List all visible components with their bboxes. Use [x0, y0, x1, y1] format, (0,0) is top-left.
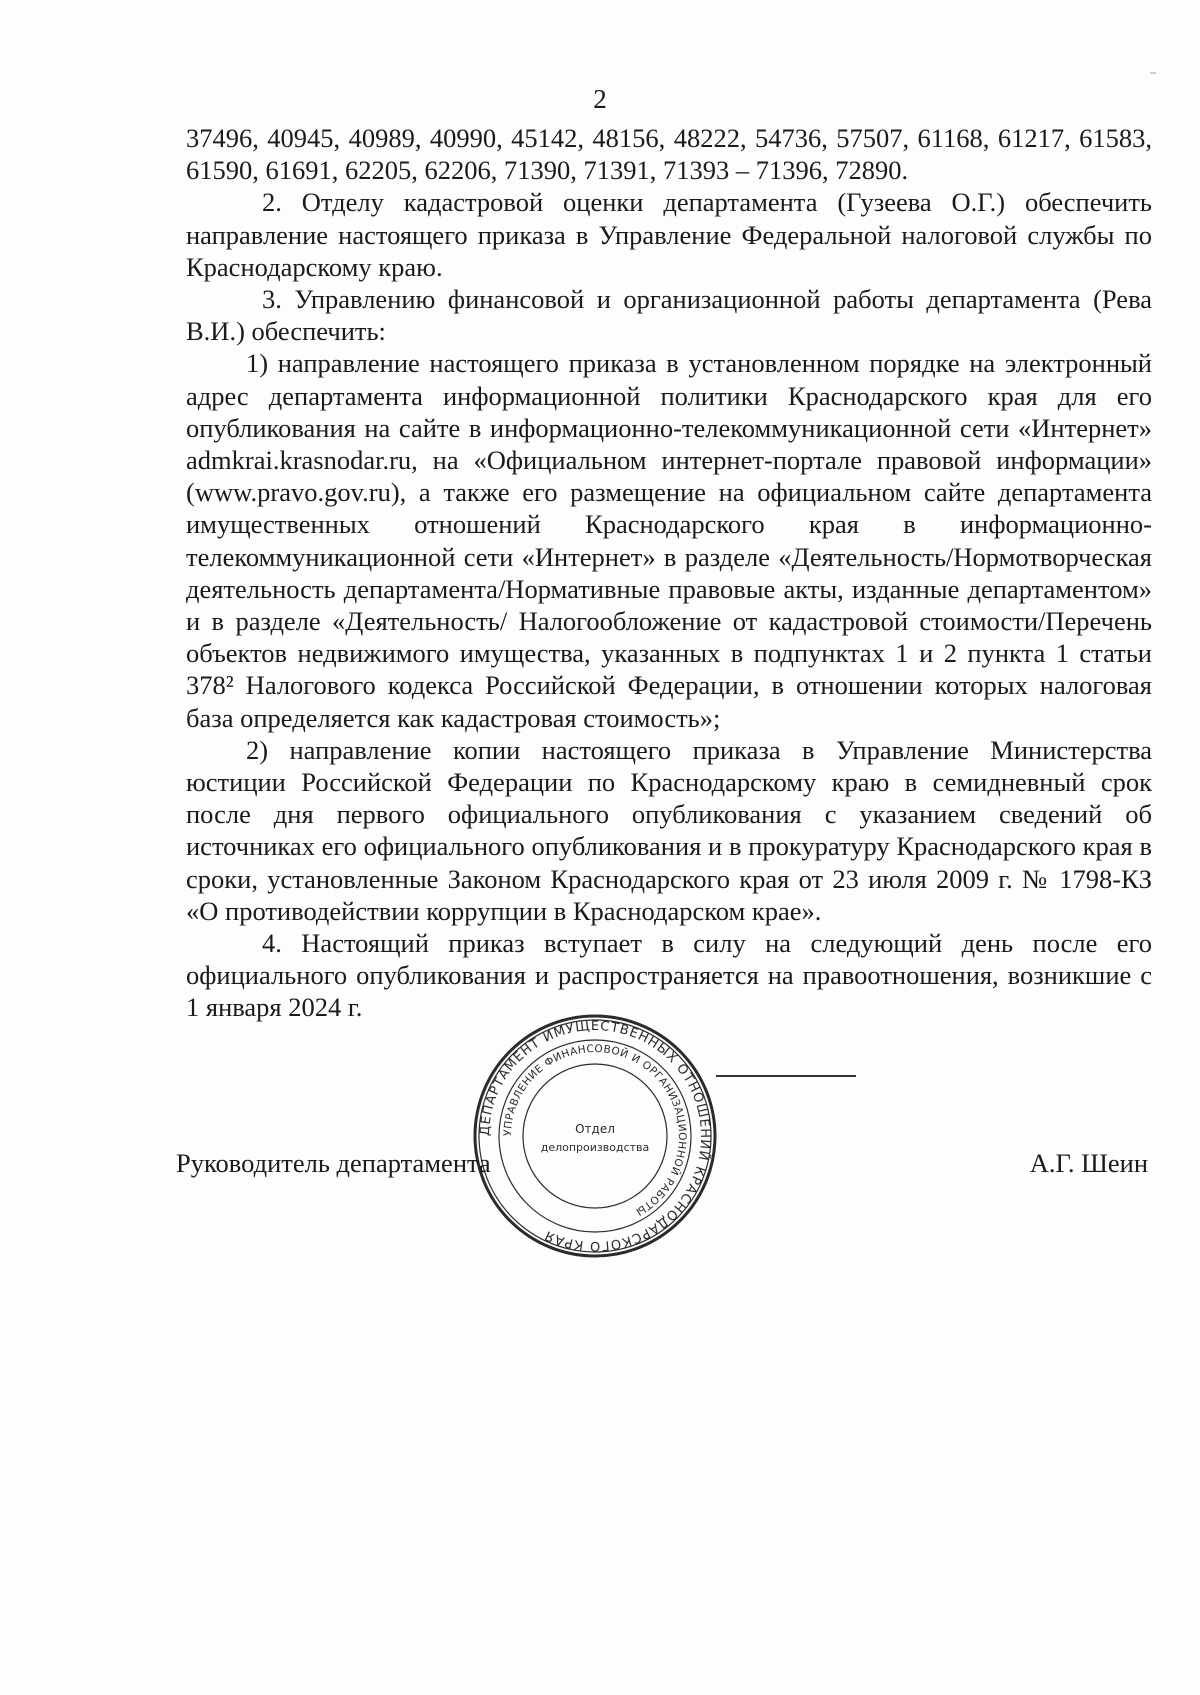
official-stamp [472, 1013, 718, 1259]
stamp-center-line-1: Отдел [575, 1122, 615, 1136]
document-body [186, 122, 1152, 1024]
paragraph-item-3: 3. Управлению финансовой и организационной работы департамента (Рева В.И.) обеспечить: [186, 284, 1152, 347]
paragraph-subitem-2: 2) направление копии настоящего приказа в Управление Министерства юстиции Российской Федерации по Краснодарскому краю в семидневный срок после дня первого официального опубликования с указанием сведений об источниках его официального опубликования и в прокуратуру Краснодарского края в сроки, установленные Законом Краснодарского края от 23 июля 2009 г. № 1798-КЗ «О противодействии коррупции в Краснодарском крае». [186, 734, 1152, 926]
signature-block [0, 1148, 1200, 1192]
paragraph-cadastral-numbers: 37496, 40945, 40989, 40990, 45142, 48156, 48222, 54736, 57507, 61168, 61217, 61583, 61590, 61691, 62205, 62206, 71390, 71391, 71393 – 71396, 72890. [186, 123, 1152, 186]
page-number: 2 [593, 84, 607, 114]
signature-underline [716, 1075, 856, 1077]
paragraph-item-2: 2. Отделу кадастровой оценки департамента (Гузеева О.Г.) обеспечить направление настоящего приказа в Управление Федеральной налоговой службы по Краснодарскому краю. [186, 187, 1152, 282]
paragraph-subitem-1: 1) направление настоящего приказа в установленном порядке на электронный адрес департамента информационной политики Краснодарского края для его опубликования на сайте в информационно-телекоммуникационной сети «Интернет» admkrai.krasnodar.ru, на «Официальном интернет-портале правовой информации» (www.pravo.gov.ru), а также его размещение на официальном сайте департамента имущественных отношений Краснодарского края в информационно-телекоммуникационной сети «Интернет» в разделе «Деятельность/Нормотворческая деятельность департамента/Нормативные правовые акты, изданные департаментом» и в разделе «Деятельность/ Налогообложение от кадастровой стоимости/Перечень объектов недвижимого имущества, указанных в подпунктах 1 и 2 пункта 1 статьи 378² Налогового кодекса Российской Федерации, в отношении которых налоговая база определяется как кадастровая стоимость»; [186, 348, 1152, 733]
signatory-position: Руководитель департамента [176, 1148, 491, 1178]
stamp-outer-text: ДЕПАРТАМЕНТ ИМУЩЕСТВЕННЫХ ОТНОШЕНИЙ КРАСНОДАРСКОГО КРАЯ [477, 1018, 713, 1254]
paragraph-item-4: 4. Настоящий приказ вступает в силу на следующий день после его официального опубликования и распространяется на правоотношения, возникшие с 1 января 2024 г. [186, 928, 1152, 1023]
stamp-inner-text: УПРАВЛЕНИЕ ФИНАНСОВОЙ И ОРГАНИЗАЦИОННОЙ РАБОТЫ [501, 1042, 689, 1218]
stamp-center-line-2: делопроизводства [540, 1141, 650, 1154]
scan-mark [1150, 72, 1156, 74]
signatory-name: А.Г. Шеин [1029, 1148, 1148, 1178]
